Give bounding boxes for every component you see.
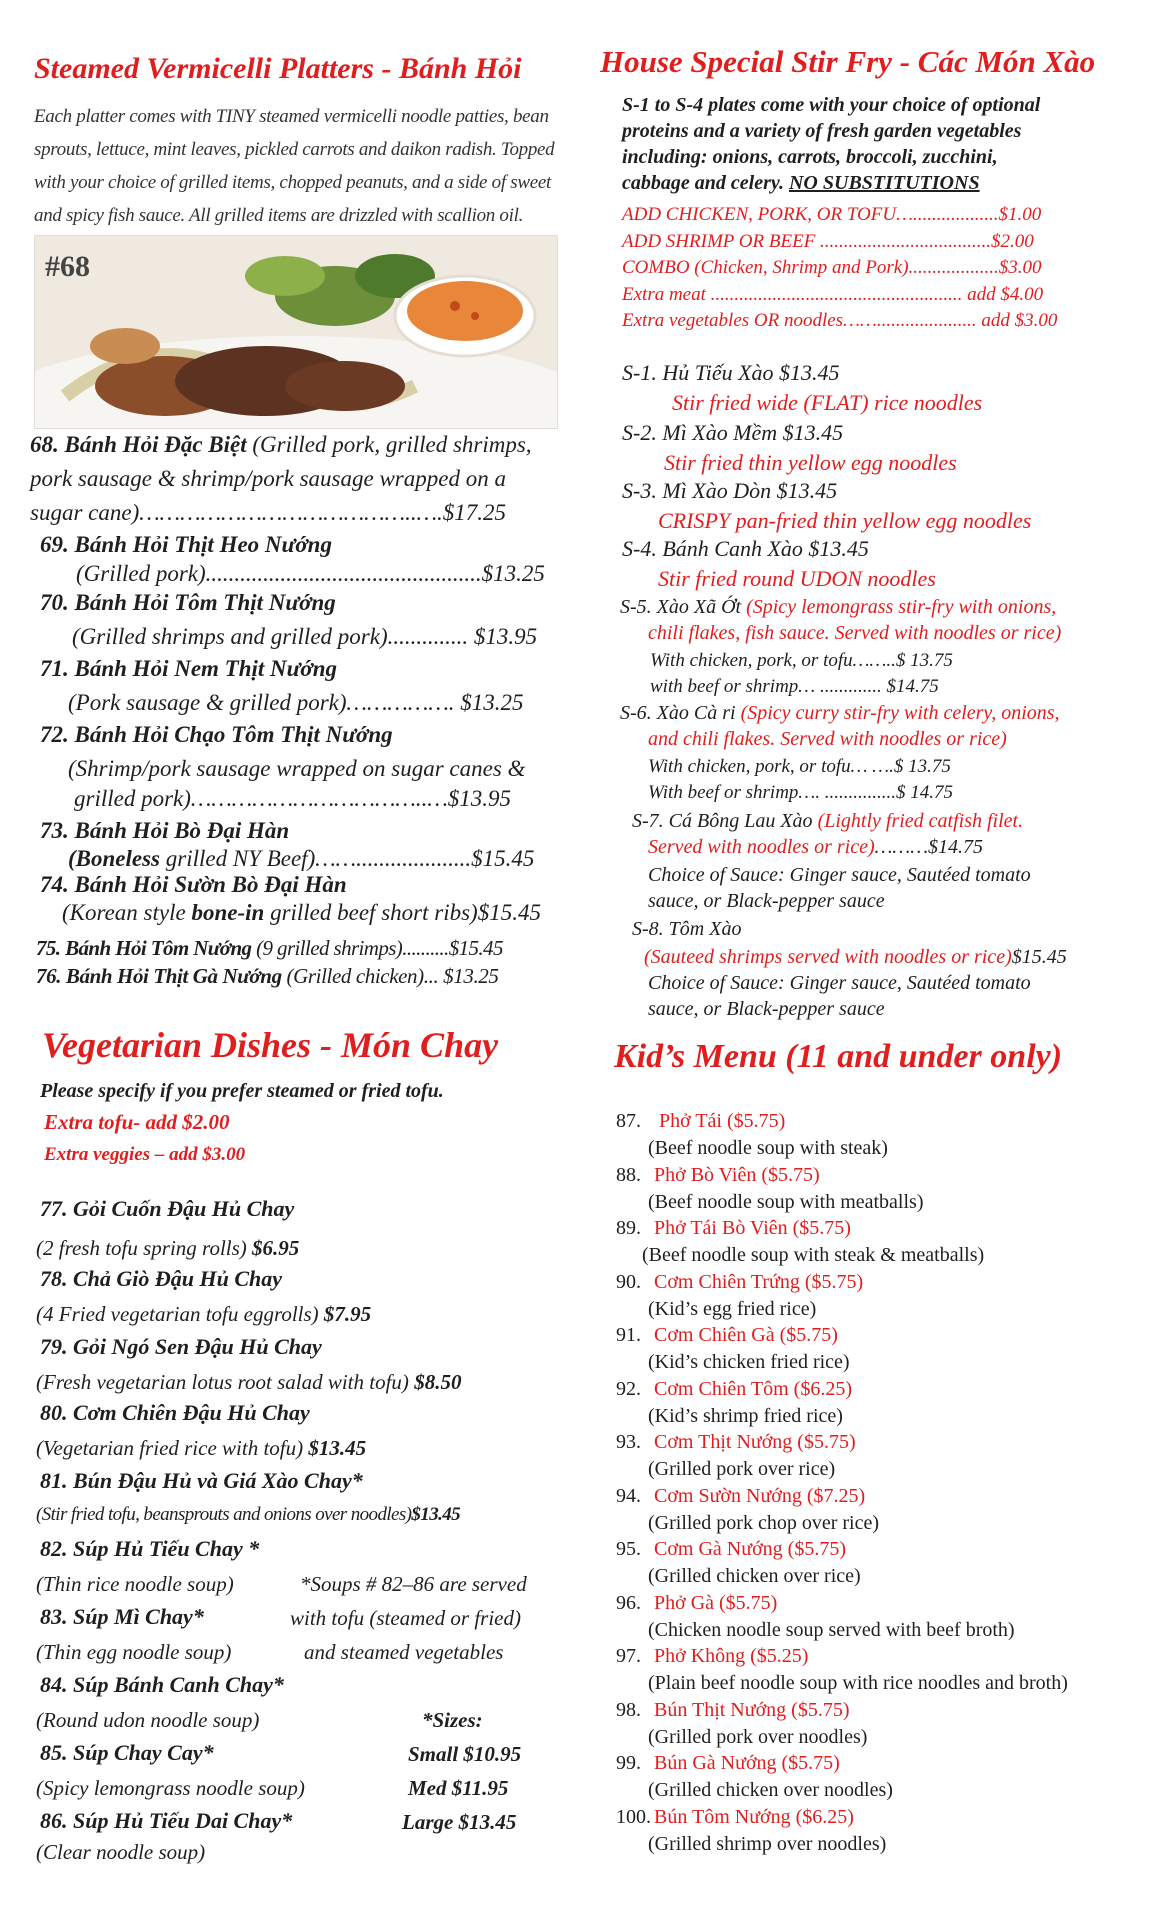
kids-item-name: Cơm Thịt Nướng ($5.75) <box>654 1431 856 1453</box>
addon-line: COMBO (Chicken, Shrimp and Pork)...................$3.00 <box>622 257 1042 278</box>
veg-item-81-name: 81. Bún Đậu Hủ và Giá Xào Chay* <box>40 1468 363 1493</box>
kids-item-desc: (Kid’s shrimp fried rice) <box>648 1404 843 1427</box>
kids-item-desc: (Beef noodle soup with steak & meatballs) <box>642 1244 985 1266</box>
stir-fry-s7-sauce: Choice of Sauce: Ginger sauce, Sautéed tomato <box>648 864 1031 886</box>
addon-line: Extra vegetables OR noodles……..................... add $3.00 <box>622 310 1058 331</box>
kids-item-desc: (Chicken noodle soup served with beef broth) <box>648 1618 1015 1641</box>
veg-item-79-desc <box>36 1370 461 1395</box>
stir-fry-s5-title <box>620 596 1056 619</box>
kids-item-name: Phở Tái Bò Viên ($5.75) <box>654 1217 851 1239</box>
menu-item-68-price: sugar cane)…………………………………..….$17.25 <box>30 500 507 525</box>
kids-item-number: 90. <box>616 1270 641 1293</box>
kids-item-desc: (Plain beef noodle soup with rice noodles and broth) <box>648 1672 1068 1694</box>
kids-item-desc: (Grilled pork chop over rice) <box>648 1511 880 1534</box>
menu-item-69-name <box>40 532 332 558</box>
item-name: 72. Bánh Hỏi Chạo Tôm Thịt Nướng <box>40 722 393 747</box>
kids-menu-item <box>616 1110 785 1133</box>
intro-line: proteins and a variety of fresh garden vegetables <box>622 120 1022 142</box>
kids-item-number: 88. <box>616 1163 641 1186</box>
item-name: 70. Bánh Hỏi Tôm Thịt Nướng <box>40 590 336 615</box>
item-desc: (2 fresh tofu spring rolls) <box>36 1236 247 1260</box>
kids-item-name: Cơm Chiên Trứng ($5.75) <box>654 1270 864 1293</box>
item-desc: grilled NY Beef)……....................$15.45 <box>160 846 535 871</box>
item-price: $15.45 <box>1011 946 1067 968</box>
stir-fry-s8-title: S-8. Tôm Xào <box>632 918 742 940</box>
size-large: Large $13.45 <box>402 1810 517 1834</box>
item-price: $6.95 <box>246 1236 300 1260</box>
item-price: ………$14.75 <box>874 836 983 858</box>
intro-line: S-1 to S-4 plates come with your choice of optional <box>622 94 1041 116</box>
veg-item-85-name: 85. Súp Chay Cay* <box>40 1740 214 1765</box>
item-price: $8.50 <box>408 1370 462 1394</box>
veg-item-78-name: 78. Chả Giò Đậu Hủ Chay <box>40 1266 283 1291</box>
extra-veggies: Extra veggies – add $3.00 <box>44 1144 246 1165</box>
kids-item-number: 93. <box>616 1431 641 1453</box>
stir-fry-s1-name: S-1. Hủ Tiếu Xào $13.45 <box>622 360 840 385</box>
stir-fry-s8-desc <box>644 946 1067 969</box>
kids-menu-item <box>616 1538 846 1561</box>
stir-fry-s5-opt1: With chicken, pork, or tofu……..$ 13.75 <box>650 650 953 671</box>
kids-menu-item <box>616 1485 865 1508</box>
kids-menu-item <box>616 1271 863 1294</box>
menu-item-74-name <box>40 872 347 898</box>
menu-item-73-name <box>40 818 289 844</box>
veg-item-86-name: 86. Súp Hủ Tiếu Dai Chay* <box>40 1808 293 1833</box>
menu-item-70-name <box>40 590 336 616</box>
kids-item-number: 87. <box>616 1110 641 1132</box>
stir-fry-s6-title <box>620 702 1060 725</box>
kids-menu-item <box>616 1699 850 1722</box>
food-illustration <box>35 236 557 428</box>
stir-fry-s4-name: S-4. Bánh Canh Xào $13.45 <box>622 536 869 561</box>
menu-item-73-desc <box>68 846 534 872</box>
no-substitutions: NO SUBSTITUTIONS <box>788 172 980 194</box>
menu-item-72-desc2: grilled pork)……………………………..…$13.95 <box>74 786 512 811</box>
item-name: 71. Bánh Hỏi Nem Thịt Nướng <box>40 656 338 681</box>
kids-item-desc: (Grilled chicken over noodles) <box>648 1779 893 1801</box>
veg-item-80-name: 80. Cơm Chiên Đậu Hủ Chay <box>40 1400 310 1425</box>
kids-item-desc: (Grilled shrimp over noodles) <box>648 1832 887 1855</box>
menu-item-71-name <box>40 656 337 682</box>
section-title-banh-hoi: Steamed Vermicelli Platters - Bánh Hỏi <box>34 52 522 85</box>
item-desc: (Lightly fried catfish filet. <box>812 810 1024 832</box>
item-desc: (Fresh vegetarian lotus root salad with tofu) <box>36 1370 409 1394</box>
kids-item-number: 91. <box>616 1324 641 1346</box>
veg-item-84-desc: (Round udon noodle soup) <box>36 1708 260 1732</box>
veg-item-79-name: 79. Gỏi Ngó Sen Đậu Hủ Chay <box>40 1334 322 1359</box>
stir-fry-s6-opt2: With beef or shrimp…. ...............$ 14.75 <box>648 782 954 803</box>
kids-menu-item <box>616 1806 854 1829</box>
kids-item-number: 96. <box>616 1591 641 1614</box>
stir-fry-s6-desc: and chili flakes. Served with noodles or rice) <box>648 728 1007 750</box>
item-name: 69. Bánh Hỏi Thịt Heo Nướng <box>40 532 332 557</box>
kids-menu-item <box>616 1324 838 1347</box>
kids-item-name: Cơm Gà Nướng ($5.75) <box>654 1538 846 1560</box>
intro-line: with your choice of grilled items, chopped peanuts, and a side of sweet <box>34 172 551 193</box>
stir-fry-s1-desc: Stir fried wide (FLAT) rice noodles <box>672 390 983 415</box>
menu-item-74-desc <box>62 900 541 926</box>
kids-item-number: 94. <box>616 1484 641 1507</box>
kids-item-desc: (Grilled pork over rice) <box>648 1458 836 1480</box>
kids-item-number: 99. <box>616 1752 641 1774</box>
section-title-kids-menu: Kid’s Menu (11 and under only) <box>614 1038 1063 1075</box>
stir-fry-intro <box>622 92 1134 196</box>
kids-item-desc: (Kid’s egg fried rice) <box>648 1297 817 1320</box>
stir-fry-s8-sauce: Choice of Sauce: Ginger sauce, Sautéed tomato <box>648 972 1031 994</box>
kids-item-number: 97. <box>616 1645 641 1667</box>
kids-item-name: Cơm Sườn Nướng ($7.25) <box>654 1484 866 1507</box>
banh-hoi-intro <box>34 100 594 232</box>
addon-line: ADD CHICKEN, PORK, OR TOFU…..................$1.00 <box>622 204 1042 225</box>
veg-item-82-desc: (Thin rice noodle soup) <box>36 1572 234 1596</box>
veg-item-78-desc <box>36 1302 371 1327</box>
item-desc: (Stir fried tofu, beansprouts and onions over noodles) <box>36 1504 412 1525</box>
intro-line: Each platter comes with TINY steamed vermicelli noodle patties, bean <box>34 106 549 127</box>
kids-item-name: Cơm Chiên Gà ($5.75) <box>654 1324 838 1346</box>
intro-line: including: onions, carrots, broccoli, zucchini, <box>622 146 998 168</box>
kids-menu-item <box>616 1592 777 1615</box>
veg-item-81-desc <box>36 1504 460 1526</box>
item-name: S-6. Xào Cà ri <box>620 702 736 724</box>
menu-item-68-desc: pork sausage & shrimp/pork sausage wrapped on a <box>30 466 506 491</box>
item-desc-bold: (Boneless <box>68 846 160 871</box>
kids-item-number: 95. <box>616 1538 641 1560</box>
menu-item-71-desc: (Pork sausage & grilled pork)……………. $13.25 <box>68 690 524 715</box>
stir-fry-s5-desc: chili flakes, fish sauce. Served with noodles or rice) <box>648 622 1062 644</box>
item-desc: (Vegetarian fried rice with tofu) <box>36 1436 304 1460</box>
sizes-label: *Sizes: <box>422 1708 483 1732</box>
section-title-stir-fry: House Special Stir Fry - Các Món Xào <box>600 44 1096 79</box>
item-desc: (Spicy lemongrass stir-fry with onions, <box>741 596 1057 618</box>
menu-item-75 <box>36 936 503 961</box>
item-desc: (9 grilled shrimps)..........$15.45 <box>251 936 503 960</box>
stir-fry-s7-title <box>632 810 1023 833</box>
item-price: $7.95 <box>318 1302 372 1326</box>
kids-item-desc: (Beef noodle soup with steak) <box>648 1137 888 1159</box>
stir-fry-addons <box>622 202 1057 335</box>
menu-item-76 <box>36 964 499 989</box>
stir-fry-s2-name: S-2. Mì Xào Mềm $13.45 <box>622 420 844 445</box>
banh-hoi-photo <box>34 235 558 429</box>
kids-item-name: Phở Không ($5.25) <box>654 1645 809 1667</box>
kids-item-number: 92. <box>616 1377 641 1400</box>
kids-item-name: Phở Gà ($5.75) <box>654 1591 778 1614</box>
kids-item-desc: (Beef noodle soup with meatballs) <box>648 1190 924 1213</box>
addon-line: ADD SHRIMP OR BEEF ....................................$2.00 <box>622 230 1034 252</box>
kids-item-name: Phở Bò Viên ($5.75) <box>654 1163 820 1186</box>
stir-fry-s7-sauce2: sauce, or Black-pepper sauce <box>648 890 885 912</box>
stir-fry-s7-desc <box>648 836 983 859</box>
size-small: Small $10.95 <box>408 1742 522 1766</box>
kids-menu-item <box>616 1378 852 1401</box>
stir-fry-s4-desc: Stir fried round UDON noodles <box>658 566 936 591</box>
kids-item-name: Cơm Chiên Tôm ($6.25) <box>654 1377 852 1400</box>
item-desc: (Spicy curry stir-fry with celery, onions, <box>735 702 1060 724</box>
veg-item-85-desc: (Spicy lemongrass noodle soup) <box>36 1776 305 1800</box>
item-desc: Served with noodles or rice) <box>648 836 875 858</box>
kids-item-number: 98. <box>616 1698 641 1721</box>
kids-menu-item <box>616 1217 851 1240</box>
kids-menu-item <box>616 1645 808 1668</box>
item-desc: (4 Fried vegetarian tofu eggrolls) <box>36 1302 319 1326</box>
stir-fry-s8-sauce2: sauce, or Black-pepper sauce <box>648 998 885 1020</box>
stir-fry-s3-name: S-3. Mì Xào Dòn $13.45 <box>622 478 838 503</box>
kids-item-name: Bún Thịt Nướng ($5.75) <box>654 1698 850 1721</box>
veg-item-84-name: 84. Súp Bánh Canh Chay* <box>40 1672 284 1697</box>
vegetarian-note: Please specify if you prefer steamed or fried tofu. <box>40 1080 444 1102</box>
item-desc: (Grilled chicken)... $13.25 <box>281 964 499 988</box>
kids-item-desc: (Grilled pork over noodles) <box>648 1725 868 1748</box>
item-desc-bold: bone-in <box>191 900 265 925</box>
veg-item-80-desc <box>36 1436 366 1461</box>
kids-menu-item <box>616 1431 856 1454</box>
stir-fry-s5-opt2: with beef or shrimp… ............. $14.75 <box>650 676 939 697</box>
stir-fry-s3-desc: CRISPY pan-fried thin yellow egg noodles <box>658 508 1032 533</box>
stir-fry-s6-opt1: With chicken, pork, or tofu… ….$ 13.75 <box>648 756 951 777</box>
item-name: 73. Bánh Hỏi Bò Đại Hàn <box>40 818 290 843</box>
soup-note-line: with tofu (steamed or fried) <box>290 1606 521 1630</box>
section-title-vegetarian: Vegetarian Dishes - Món Chay <box>42 1025 499 1065</box>
menu-item-72-desc: (Shrimp/pork sausage wrapped on sugar canes & <box>68 756 526 781</box>
size-med: Med $11.95 <box>408 1776 509 1800</box>
intro-line: and spicy fish sauce. All grilled items are drizzled with scallion oil. <box>34 205 524 226</box>
veg-item-77-desc <box>36 1236 299 1261</box>
item-price: $13.45 <box>303 1436 367 1460</box>
addon-line: Extra meat ..................................................... add $4.00 <box>622 283 1044 305</box>
menu-item-72-name <box>40 722 393 748</box>
veg-item-83-name: 83. Súp Mì Chay* <box>40 1604 204 1629</box>
item-name: S-7. Cá Bông Lau Xào <box>632 810 813 832</box>
menu-item-68 <box>30 432 532 458</box>
menu-item-69-desc: (Grilled pork)................................................$13.25 <box>76 561 545 586</box>
kids-item-number: 100. <box>616 1805 651 1828</box>
item-name: 68. Bánh Hỏi Đặc Biệt <box>30 432 247 457</box>
extra-tofu: Extra tofu- add $2.00 <box>44 1110 230 1134</box>
item-name: 76. Bánh Hỏi Thịt Gà Nướng <box>36 964 282 988</box>
kids-item-desc: (Kid’s chicken fried rice) <box>648 1351 850 1373</box>
item-desc: (Sauteed shrimps served with noodles or rice) <box>644 946 1012 968</box>
kids-item-name: Bún Tôm Nướng ($6.25) <box>654 1805 854 1828</box>
stir-fry-s2-desc: Stir fried thin yellow egg noodles <box>664 450 957 475</box>
intro-line: cabbage and celery. NO SUBSTITUTIONS <box>622 172 980 194</box>
veg-item-77-name: 77. Gỏi Cuốn Đậu Hủ Chay <box>40 1196 295 1221</box>
kids-item-number: 89. <box>616 1217 641 1239</box>
kids-menu-item <box>616 1752 840 1775</box>
photo-item-tag: #68 <box>45 250 90 283</box>
kids-item-desc: (Grilled chicken over rice) <box>648 1565 861 1587</box>
item-name: 75. Bánh Hỏi Tôm Nướng <box>36 936 252 960</box>
menu-item-70-desc: (Grilled shrimps and grilled pork).............. $13.95 <box>72 624 538 649</box>
intro-line: sprouts, lettuce, mint leaves, pickled carrots and daikon radish. Topped <box>34 139 555 160</box>
item-price: $13.45 <box>411 1504 461 1525</box>
item-name: 74. Bánh Hỏi Sườn Bò Đại Hàn <box>40 872 347 897</box>
item-desc: (Grilled pork, grilled shrimps, <box>246 432 532 457</box>
veg-item-86-desc: (Clear noodle soup) <box>36 1840 206 1864</box>
soup-note-line: *Soups # 82–86 are served <box>300 1572 527 1596</box>
soup-note-line: and steamed vegetables <box>304 1640 504 1664</box>
item-desc: grilled beef short ribs)$15.45 <box>264 900 541 925</box>
item-name: S-5. Xào Xã Ớt <box>620 596 742 618</box>
item-desc-pre: (Korean style <box>62 900 192 925</box>
veg-item-83-desc: (Thin egg noodle soup) <box>36 1640 232 1664</box>
kids-menu-item <box>616 1164 820 1187</box>
veg-item-82-name: 82. Súp Hủ Tiếu Chay * <box>40 1536 260 1561</box>
kids-item-name: Phở Tái ($5.75) <box>654 1110 786 1132</box>
kids-item-name: Bún Gà Nướng ($5.75) <box>654 1752 840 1774</box>
